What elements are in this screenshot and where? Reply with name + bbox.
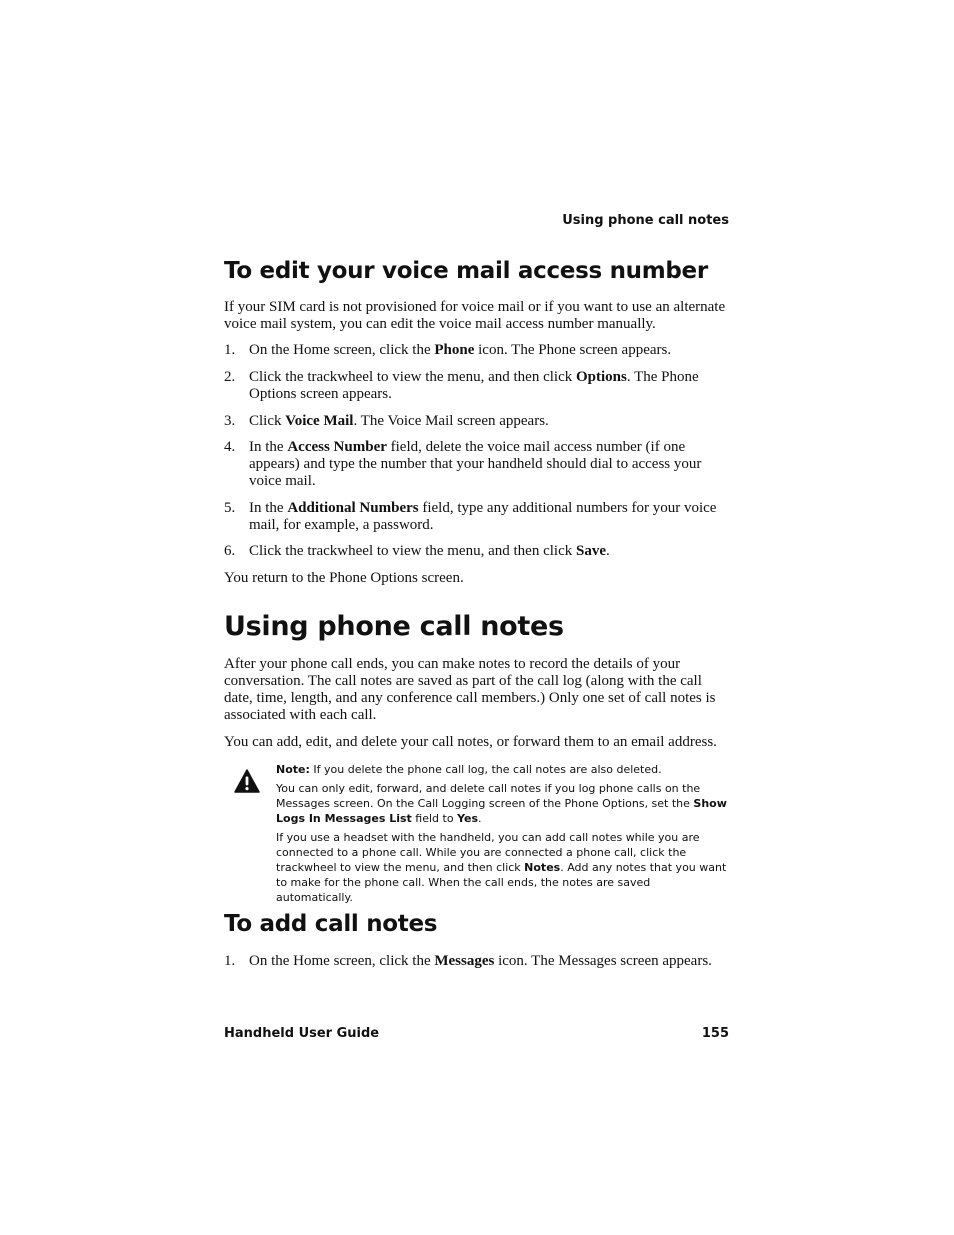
- step-number: 5.: [224, 500, 236, 516]
- ui-term: Access Number: [287, 439, 387, 455]
- step-number: 1.: [224, 342, 236, 358]
- ui-term: Messages: [434, 953, 495, 969]
- section-title-add-call-notes: To add call notes: [224, 911, 438, 937]
- section2-para1: After your phone call ends, you can make notes to record the details of your conversation. The call notes are saved as part of the call log (along with the call date, time, length, and any conference call members.) Only one set of call notes is associated with each call.: [224, 656, 716, 723]
- ui-term: Show Logs In Messages List: [276, 797, 727, 825]
- step-number: 4.: [224, 439, 236, 455]
- step-number: 2.: [224, 369, 236, 385]
- section1-result: You return to the Phone Options screen.: [224, 570, 464, 586]
- note-line1: Note: If you delete the phone call log, the call notes are also deleted.: [276, 763, 662, 776]
- running-head: Using phone call notes: [562, 213, 729, 228]
- note-label: Note:: [276, 763, 310, 776]
- note-logging-info: You can only edit, forward, and delete call notes if you log phone calls on the Messages screen. On the Call Logging screen of the Phone Options, set the Show Logs In Messages List field to Yes.: [276, 782, 727, 825]
- warning-icon: [234, 769, 260, 793]
- ui-term: Notes: [524, 861, 561, 874]
- note-headset-info: If you use a headset with the handheld, you can add call notes while you are connected to a phone call. While you are connected a phone call, click the trackwheel to view the menu, and then click Notes. Add any notes that you want to make for the phone call. When the call ends, the notes are saved automatically.: [276, 831, 727, 904]
- ui-term: Options: [575, 369, 627, 385]
- step-number: 6.: [224, 543, 236, 559]
- section-title-edit-voice-mail: To edit your voice mail access number: [224, 258, 708, 284]
- ui-term: Voice Mail: [285, 413, 354, 429]
- page-number: 155: [701, 1026, 729, 1041]
- ui-term: Yes: [457, 812, 479, 825]
- footer-title: Handheld User Guide: [224, 1026, 380, 1041]
- step-number: 3.: [224, 413, 236, 429]
- step-number: 1.: [224, 953, 236, 969]
- section-title-using-call-notes: Using phone call notes: [224, 611, 564, 642]
- ui-term: Phone: [434, 342, 475, 358]
- section2-para2: You can add, edit, and delete your call notes, or forward them to an email address.: [224, 734, 717, 750]
- ui-term: Additional Numbers: [287, 500, 419, 516]
- section1-intro: If your SIM card is not provisioned for voice mail or if you want to use an alternate voice mail system, you can edit the voice mail access number manually.: [224, 299, 726, 332]
- ui-term: Save: [575, 543, 606, 559]
